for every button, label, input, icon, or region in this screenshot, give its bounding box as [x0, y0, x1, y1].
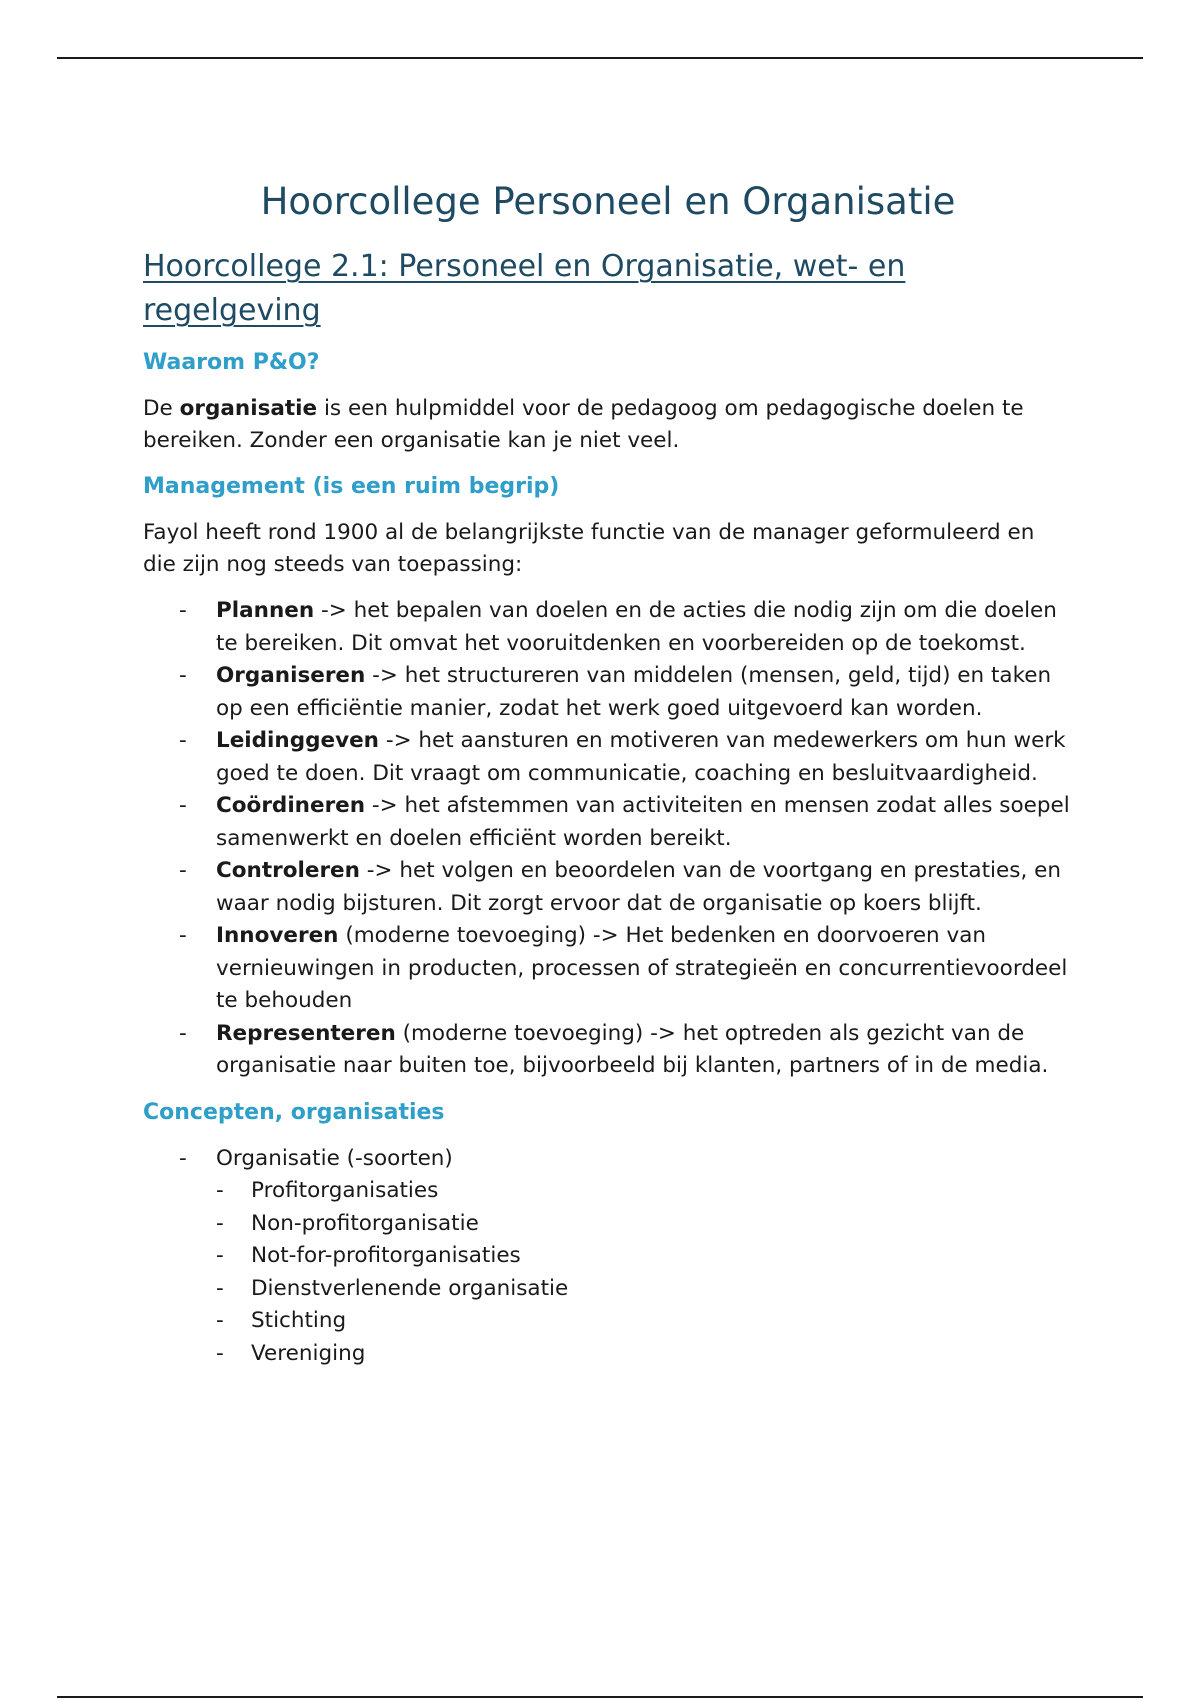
list-item-term: Leidinggeven — [216, 728, 379, 753]
list-item — [143, 855, 1073, 920]
sublist-item-text: Stichting — [251, 1308, 347, 1333]
bullet-dash: - — [179, 663, 187, 688]
paragraph-prefix: De — [143, 396, 180, 421]
paragraph-organisatie — [143, 393, 1073, 457]
paragraph-rest: is een hulpmiddel voor de pedagoog om pedagogische doelen te bereiken. Zonder een organisatie kan je niet veel. — [143, 396, 1024, 453]
section-title: Hoorcollege 2.1: Personeel en Organisatie, wet- en regelgeving — [143, 249, 906, 328]
sublist-item — [216, 1208, 1073, 1241]
management-functions-list — [143, 595, 1073, 1083]
bullet-dash: - — [216, 1308, 224, 1333]
sublist-item — [216, 1273, 1073, 1306]
sublist-item-text: Non-profitorganisatie — [251, 1210, 479, 1236]
sublist-item — [216, 1305, 1073, 1338]
header-rule — [57, 57, 1143, 59]
list-item — [143, 790, 1073, 855]
organisation-types-list — [216, 1175, 1073, 1370]
list-item — [143, 725, 1073, 790]
sublist-item-text: Vereniging — [251, 1340, 366, 1366]
bullet-dash: - — [179, 858, 187, 883]
bullet-dash: - — [179, 793, 187, 818]
list-item-term: Innoveren — [216, 923, 339, 948]
list-item-term: Controleren — [216, 858, 360, 883]
sublist-item-text: Dienstverlenende organisatie — [251, 1275, 569, 1301]
paragraph-bold-term: organisatie — [179, 396, 318, 421]
sublist-item — [216, 1175, 1073, 1208]
heading-waarom: Waarom P&O? — [143, 350, 320, 375]
bullet-dash: - — [179, 728, 187, 753]
bullet-dash: - — [179, 1020, 187, 1046]
list-item — [143, 920, 1073, 1018]
bullet-dash: - — [216, 1178, 224, 1203]
list-item-term: Plannen — [216, 598, 315, 623]
bullet-dash: - — [216, 1243, 224, 1268]
bullet-dash: - — [179, 923, 187, 948]
footer-rule — [57, 1696, 1143, 1698]
bullet-dash: - — [216, 1210, 224, 1236]
list-item-term: Representeren — [216, 1020, 396, 1046]
list-item-term: Coördineren — [216, 793, 366, 818]
sublist-item — [216, 1240, 1073, 1273]
document-body — [143, 175, 1073, 1370]
list-item-text: -> het afstemmen van activiteiten en mensen zodat alles soepel samenwerkt en doelen efficiënt worden bereikt. — [216, 793, 1070, 851]
bullet-dash: - — [216, 1340, 224, 1366]
paragraph-fayol: Fayol heeft rond 1900 al de belangrijkste functie van de manager geformuleerd en die zijn nog steeds van toepassing: — [143, 520, 1035, 577]
sublist-item-text: Profitorganisaties — [251, 1178, 439, 1203]
list-item-text: (moderne toevoeging) -> Het bedenken en doorvoeren van vernieuwingen in producten, processen of strategieën en concurrentievoordeel te behouden — [216, 923, 1068, 1013]
sublist-item-text: Not-for-profitorganisaties — [251, 1243, 521, 1268]
list-item-text: -> het volgen en beoordelen van de voortgang en prestaties, en waar nodig bijsturen. Dit zorgt ervoor dat de organisatie op koers blijft. — [216, 858, 1061, 916]
list-item — [143, 595, 1073, 660]
list-item-text: -> het structureren van middelen (mensen, geld, tijd) en taken op een efficiëntie manier, zodat het werk goed uitgevoerd kan worden. — [216, 663, 1052, 721]
heading-management: Management (is een ruim begrip) — [143, 474, 560, 499]
list-item-text: -> het aansturen en motiveren van medewerkers om hun werk goed te doen. Dit vraagt om communicatie, coaching en besluitvaardigheid. — [216, 728, 1066, 786]
document-title: Hoorcollege Personeel en Organisatie — [260, 180, 956, 223]
list-item — [143, 660, 1073, 725]
list-item-term: Organiseren — [216, 663, 366, 688]
bullet-dash: - — [216, 1275, 224, 1301]
sublist-item — [216, 1338, 1073, 1371]
heading-concepten: Concepten, organisaties — [143, 1099, 445, 1125]
concepts-list — [143, 1143, 1073, 1371]
list-item — [143, 1143, 1073, 1371]
list-item-text: -> het bepalen van doelen en de acties die nodig zijn om die doelen te bereiken. Dit omvat het vooruitdenken en voorbereiden op de toekomst. — [216, 598, 1057, 656]
list-item — [143, 1018, 1073, 1083]
bullet-dash: - — [179, 1145, 187, 1171]
list-item-text: (moderne toevoeging) -> het optreden als gezicht van de organisatie naar buiten toe, bijvoorbeeld bij klanten, partners of in de media. — [216, 1020, 1049, 1078]
bullet-dash: - — [179, 598, 187, 623]
list-item-text: Organisatie (-soorten) — [216, 1145, 453, 1171]
